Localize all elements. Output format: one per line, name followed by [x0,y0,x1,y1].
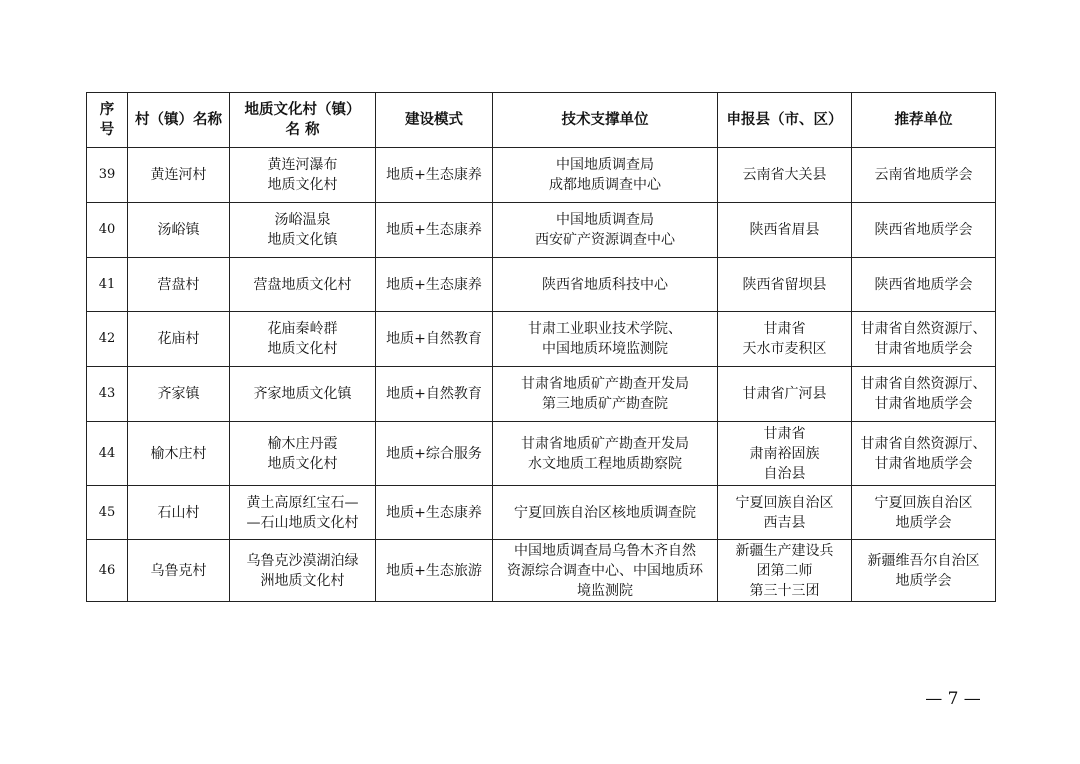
cell-village-name: 乌鲁克村 [128,540,230,602]
cell-village-name: 营盘村 [128,258,230,312]
cell-tech-support: 甘肃省地质矿产勘查开发局 水文地质工程地质勘察院 [493,422,718,486]
cell-village-name: 榆木庄村 [128,422,230,486]
header-index: 序 号 [87,93,128,148]
cell-county: 陕西省眉县 [718,203,852,258]
cell-village-name: 齐家镇 [128,367,230,422]
cell-culture-village-name: 花庙秦岭群 地质文化村 [230,312,376,367]
cell-recommender: 陕西省地质学会 [852,258,996,312]
cell-culture-village-name: 黄土高原红宝石— —石山地质文化村 [230,486,376,540]
table-row [87,486,996,540]
cell-recommender: 甘肃省自然资源厅、 甘肃省地质学会 [852,312,996,367]
cell-village-name: 石山村 [128,486,230,540]
cell-index: 45 [87,486,128,540]
table-row [87,258,996,312]
cell-tech-support: 中国地质调查局 成都地质调查中心 [493,148,718,203]
cell-village-name: 汤峪镇 [128,203,230,258]
cell-culture-village-name: 榆木庄丹霞 地质文化村 [230,422,376,486]
cell-tech-support: 宁夏回族自治区核地质调查院 [493,486,718,540]
cell-culture-village-name: 营盘地质文化村 [230,258,376,312]
cell-construction-mode: 地质+自然教育 [376,312,493,367]
header-county: 申报县（市、区） [718,93,852,148]
header-tech-support: 技术支撑单位 [493,93,718,148]
cell-county: 甘肃省 天水市麦积区 [718,312,852,367]
table-body [87,148,996,602]
cell-county: 甘肃省广河县 [718,367,852,422]
table-row [87,148,996,203]
header-village-name: 村（镇）名称 [128,93,230,148]
cell-construction-mode: 地质+生态康养 [376,148,493,203]
cell-construction-mode: 地质+生态旅游 [376,540,493,602]
cell-recommender: 宁夏回族自治区 地质学会 [852,486,996,540]
cell-index: 43 [87,367,128,422]
cell-recommender: 甘肃省自然资源厅、 甘肃省地质学会 [852,367,996,422]
table-row [87,540,996,602]
page-number: — 7 — [925,689,981,709]
cell-recommender: 陕西省地质学会 [852,203,996,258]
table-row [87,422,996,486]
header-construction-mode: 建设模式 [376,93,493,148]
cell-recommender: 新疆维吾尔自治区 地质学会 [852,540,996,602]
header-culture-village-name: 地质文化村（镇） 名 称 [230,93,376,148]
cell-recommender: 甘肃省自然资源厅、 甘肃省地质学会 [852,422,996,486]
cell-county: 陕西省留坝县 [718,258,852,312]
cell-index: 46 [87,540,128,602]
cell-culture-village-name: 齐家地质文化镇 [230,367,376,422]
table-row [87,367,996,422]
cell-culture-village-name: 汤峪温泉 地质文化镇 [230,203,376,258]
header-recommender: 推荐单位 [852,93,996,148]
table-row [87,312,996,367]
cell-county: 云南省大关县 [718,148,852,203]
cell-tech-support: 甘肃省地质矿产勘查开发局 第三地质矿产勘查院 [493,367,718,422]
geology-village-table [86,92,996,602]
cell-index: 40 [87,203,128,258]
cell-tech-support: 中国地质调查局 西安矿产资源调查中心 [493,203,718,258]
cell-county: 新疆生产建设兵 团第二师 第三十三团 [718,540,852,602]
cell-index: 41 [87,258,128,312]
cell-index: 44 [87,422,128,486]
cell-county: 宁夏回族自治区 西吉县 [718,486,852,540]
cell-index: 42 [87,312,128,367]
cell-recommender: 云南省地质学会 [852,148,996,203]
cell-construction-mode: 地质+自然教育 [376,367,493,422]
cell-village-name: 花庙村 [128,312,230,367]
cell-culture-village-name: 乌鲁克沙漠湖泊绿 洲地质文化村 [230,540,376,602]
table-header-row [87,93,996,148]
cell-tech-support: 甘肃工业职业技术学院、 中国地质环境监测院 [493,312,718,367]
cell-construction-mode: 地质+生态康养 [376,258,493,312]
cell-index: 39 [87,148,128,203]
cell-tech-support: 中国地质调查局乌鲁木齐自然 资源综合调查中心、中国地质环 境监测院 [493,540,718,602]
cell-culture-village-name: 黄连河瀑布 地质文化村 [230,148,376,203]
cell-tech-support: 陕西省地质科技中心 [493,258,718,312]
table-row [87,203,996,258]
cell-construction-mode: 地质+生态康养 [376,203,493,258]
cell-construction-mode: 地质+综合服务 [376,422,493,486]
cell-construction-mode: 地质+生态康养 [376,486,493,540]
cell-village-name: 黄连河村 [128,148,230,203]
cell-county: 甘肃省 肃南裕固族 自治县 [718,422,852,486]
